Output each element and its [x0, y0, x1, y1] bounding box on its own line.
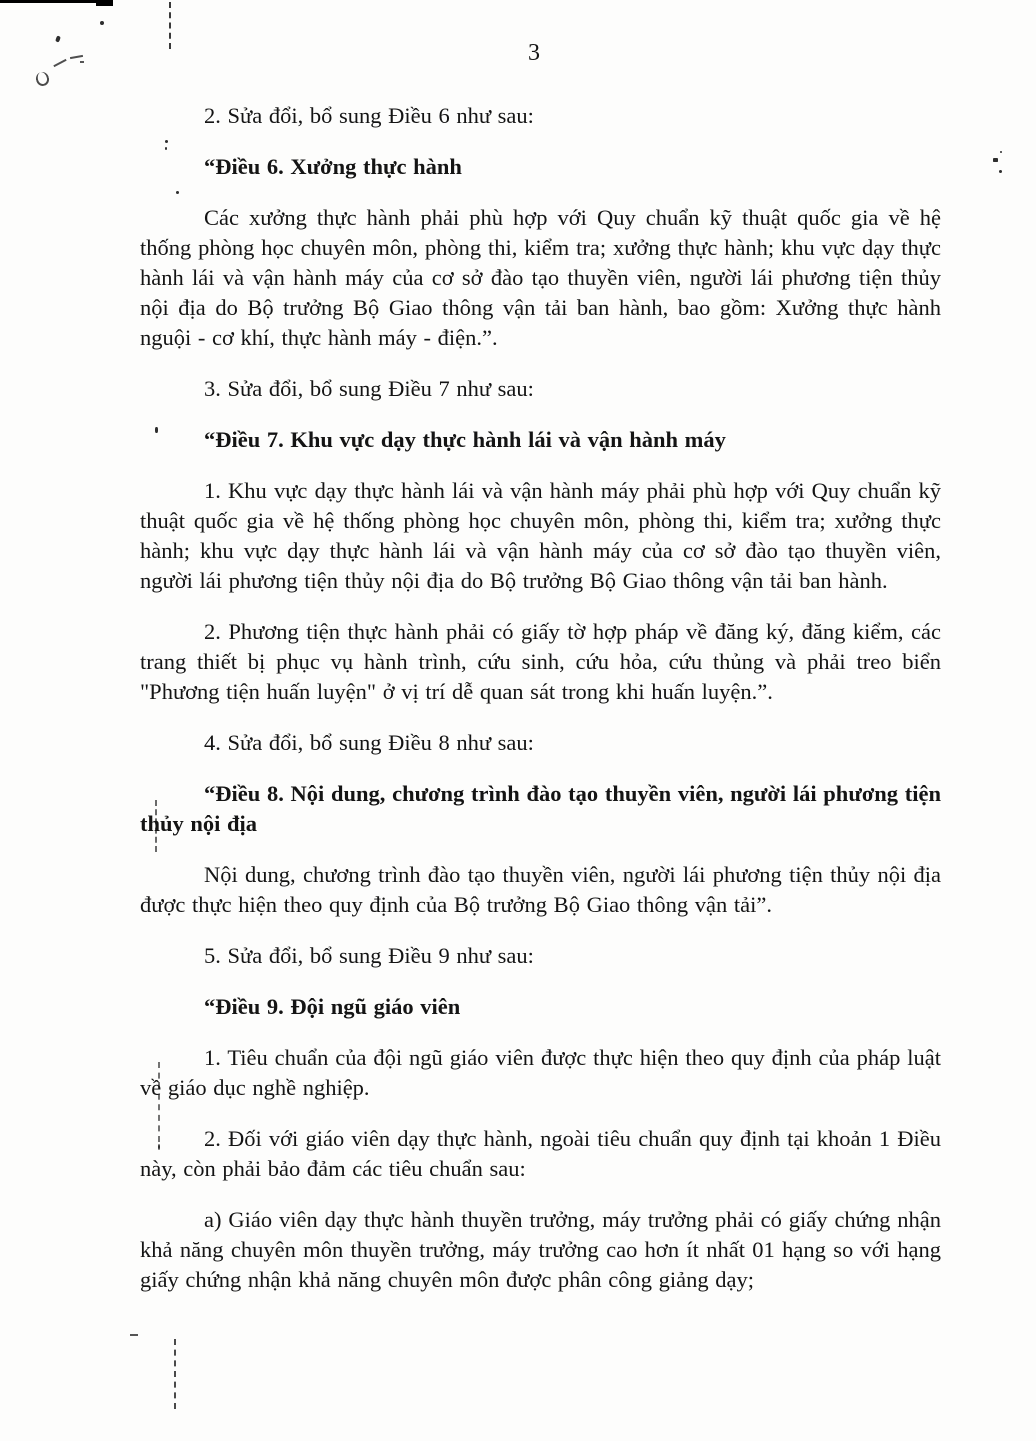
- amendment-clause-3: 3. Sửa đổi, bổ sung Điều 7 như sau:: [204, 376, 534, 401]
- article-7-clause-1: 1. Khu vực dạy thực hành lái và vận hành máy phải phù hợp với Quy chuẩn kỹ thuật quốc gia về hệ thống phòng học chuyên môn, phòng thi, kiểm tra; xưởng thực hành; khu vực dạy thực hành lái và vận hành máy của cơ sở đào tạo thuyền viên, người lái phương tiện thủy nội địa do Bộ trưởng Bộ Giao thông vận tải ban hành.: [140, 478, 941, 593]
- page-number: 3: [528, 40, 540, 66]
- scan-artifact-pencil-mark: [70, 55, 83, 59]
- article-8-paragraph: Nội dung, chương trình đào tạo thuyền viên, người lái phương tiện thủy nội địa được thực hiện theo quy định của Bộ trưởng Bộ Giao thông vận tải”.: [140, 862, 941, 917]
- scan-artifact-dot: [55, 35, 61, 42]
- scan-artifact-dashed-line-bottom: [174, 1339, 176, 1409]
- scan-artifact-dot: [1000, 151, 1002, 153]
- article-heading-9: “Điều 9. Đội ngũ giáo viên: [204, 994, 461, 1019]
- scan-artifact-pencil-mark: [80, 61, 84, 63]
- scan-artifact-top-edge-blob: [96, 0, 113, 6]
- amendment-clause-2: 2. Sửa đổi, bổ sung Điều 6 như sau:: [204, 103, 534, 128]
- article-6-paragraph: Các xưởng thực hành phải phù hợp với Quy chuẩn kỹ thuật quốc gia về hệ thống phòng học chuyên môn, phòng thi, kiểm tra; xưởng thực hành; khu vực dạy thực hành lái và vận hành máy của cơ sở đào tạo thuyền viên, người lái phương tiện thủy nội địa do Bộ trưởng Bộ Giao thông vận tải ban hành, bao gồm: Xưởng thực hành nguội - cơ khí, thực hành máy - điện.”.: [140, 205, 941, 350]
- amendment-clause-5: 5. Sửa đổi, bổ sung Điều 9 như sau:: [204, 943, 534, 968]
- document-body: [140, 101, 941, 1316]
- article-9-point-a: a) Giáo viên dạy thực hành thuyền trưởng, máy trưởng phải có giấy chứng nhận khả năng chuyên môn thuyền trưởng, máy trưởng cao hơn ít nhất 01 hạng so với hạng giấy chứng nhận khả năng chuyên môn được phân công giảng dạy;: [140, 1207, 941, 1292]
- article-heading-6: “Điều 6. Xưởng thực hành: [204, 154, 462, 179]
- article-9-clause-2: 2. Đối với giáo viên dạy thực hành, ngoài tiêu chuẩn quy định tại khoản 1 Điều này, còn phải bảo đảm các tiêu chuẩn sau:: [140, 1126, 941, 1181]
- scan-artifact-pencil-mark: [34, 71, 50, 88]
- scan-artifact-dot: [999, 170, 1002, 173]
- article-heading-8: “Điều 8. Nội dung, chương trình đào tạo thuyền viên, người lái phương tiện thủy nội địa: [140, 781, 941, 836]
- scan-artifact-dash: [130, 1334, 138, 1336]
- article-7-clause-2: 2. Phương tiện thực hành phải có giấy tờ hợp pháp về đăng ký, đăng kiểm, các trang thiết bị phục vụ hành trình, cứu sinh, cứu hỏa, cứu thủng và phải treo biển "Phương tiện huấn luyện" ở vị trí dễ quan sát trong khi huấn luyện.”.: [140, 619, 941, 704]
- scan-artifact-pencil-mark: [53, 59, 66, 67]
- article-heading-7: “Điều 7. Khu vực dạy thực hành lái và vận hành máy: [204, 427, 726, 452]
- scan-artifact-dot: [993, 158, 998, 162]
- scan-artifact-dashed-line-top: [169, 2, 171, 49]
- amendment-clause-4: 4. Sửa đổi, bổ sung Điều 8 như sau:: [204, 730, 534, 755]
- scan-artifact-dot: [100, 21, 104, 25]
- scan-artifact-top-edge: [0, 0, 100, 3]
- article-9-clause-1: 1. Tiêu chuẩn của đội ngũ giáo viên được thực hiện theo quy định của pháp luật về giáo dục nghề nghiệp.: [140, 1045, 941, 1100]
